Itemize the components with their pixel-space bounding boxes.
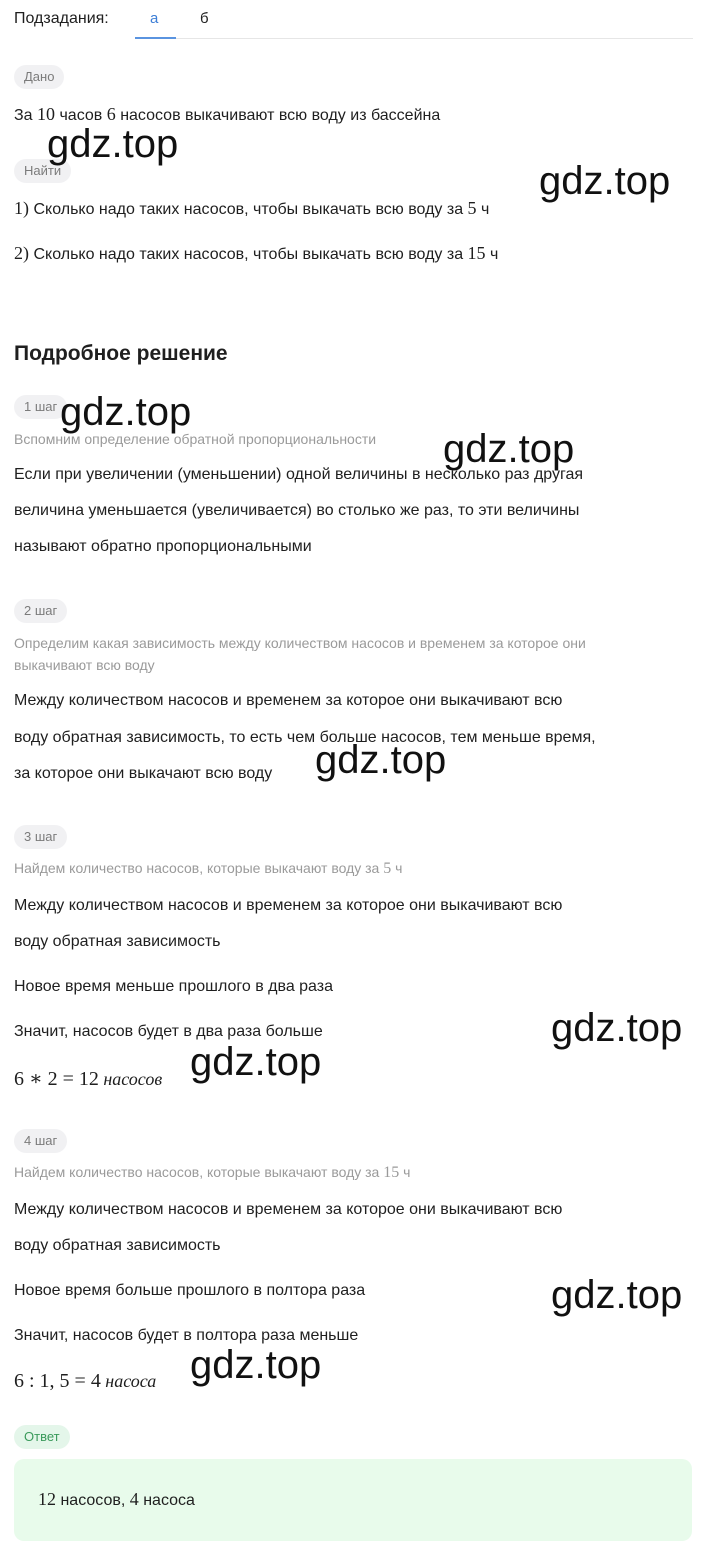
q1-value: 5 [467,198,477,218]
step-3-line-1: Между количеством насосов и временем за которое они выкачивают всю [14,897,563,914]
watermark: gdz.top [551,1006,683,1050]
q1-unit: ч [481,201,490,218]
step-2-hint-1: Определим какая зависимость между количеством насосов и временем за которое они [14,635,586,651]
step-4-hint [14,1164,410,1182]
q1-number: 1) [14,198,29,218]
solution-title: Подробное решение [14,342,228,365]
step-4-formula-word: насоса [105,1371,157,1391]
step-2-chip: 2 шаг [14,599,67,623]
watermark: gdz.top [315,738,447,782]
watermark: gdz.top [190,1040,322,1084]
find-question-2 [14,243,498,264]
step-1-line-3: называют обратно пропорциональными [14,538,312,555]
step-3-line-2: воду обратная зависимость [14,933,221,950]
step-3-formula-word: насосов [103,1069,163,1089]
step-1-chip: 1 шаг [14,395,67,419]
subtasks-label: Подзадания: [14,10,109,27]
q2-unit: ч [490,246,499,263]
step-1-hint: Вспомним определение обратной пропорциональности [14,431,377,447]
answer-n2: 4 [129,1489,139,1509]
step-1-line-1: Если при увеличении (уменьшении) одной величины в несколько раз другая [14,466,584,483]
given-pre: За [14,107,33,124]
tab-b[interactable]: б [200,10,209,27]
step-3-formula-expr: 6 ∗ 2 = 12 [14,1068,99,1090]
watermark: gdz.top [551,1273,683,1317]
find-question-1 [14,198,489,219]
q2-text: Сколько надо таких насосов, чтобы выкачать всю воду за [33,246,464,263]
step-3-line-4: Значит, насосов будет в два раза больше [14,1023,323,1040]
step-4-line-2: воду обратная зависимость [14,1237,221,1254]
step-4-hint-text: Найдем количество насосов, которые выкачают воду за [14,1164,380,1180]
watermark: gdz.top [539,159,671,203]
watermark: gdz.top [443,427,575,471]
step-4-line-1: Между количеством насосов и временем за которое они выкачивают всю [14,1201,563,1218]
step-3-hint [14,860,402,878]
answer-w1: насосов, [60,1492,126,1509]
watermark: gdz.top [190,1343,322,1387]
tabs-divider [135,38,693,39]
step-2-hint-2: выкачивают всю воду [14,657,155,673]
step-3-hint-unit: ч [395,860,403,876]
step-1-line-2: величина уменьшается (увеличивается) во столько же раз, то эти величины [14,502,580,519]
step-2-line-1: Между количеством насосов и временем за которое они выкачивают всю [14,692,563,709]
step-3-hint-value: 5 [383,860,392,877]
step-4-hint-value: 15 [383,1164,400,1181]
active-tab-indicator [135,37,176,39]
given-pumps: 6 [106,104,116,124]
given-mid: часов [59,107,103,124]
step-3-chip: 3 шаг [14,825,67,849]
step-4-chip: 4 шаг [14,1129,67,1153]
answer-chip: Ответ [14,1425,70,1449]
step-4-formula [14,1370,156,1393]
step-4-line-3: Новое время больше прошлого в полтора раза [14,1282,366,1299]
answer-w2: насоса [143,1492,195,1509]
find-chip: Найти [14,159,71,183]
step-3-formula [14,1066,162,1091]
watermark: gdz.top [47,122,179,166]
step-4-line-4: Значит, насосов будет в полтора раза меньше [14,1327,359,1344]
step-2-line-2: воду обратная зависимость, то есть чем больше насосов, тем меньше время, [14,729,596,746]
step-3-line-3: Новое время меньше прошлого в два раза [14,978,334,995]
step-2-line-3: за которое они выкачают всю воду [14,765,273,782]
step-4-hint-unit: ч [403,1164,411,1180]
watermark: gdz.top [60,390,192,434]
answer-n1: 12 [38,1489,56,1509]
answer-text [38,1489,195,1510]
q1-text: Сколько надо таких насосов, чтобы выкачать всю воду за [33,201,464,218]
step-3-hint-text: Найдем количество насосов, которые выкачают воду за [14,860,380,876]
step-4-formula-expr: 6 : 1, 5 = 4 [14,1370,101,1392]
q2-value: 15 [467,243,486,263]
given-hours: 10 [37,104,56,124]
tab-a[interactable]: а [150,10,159,27]
given-post: насосов выкачивают всю воду из бассейна [120,107,441,124]
given-chip: Дано [14,65,64,89]
q2-number: 2) [14,243,29,263]
